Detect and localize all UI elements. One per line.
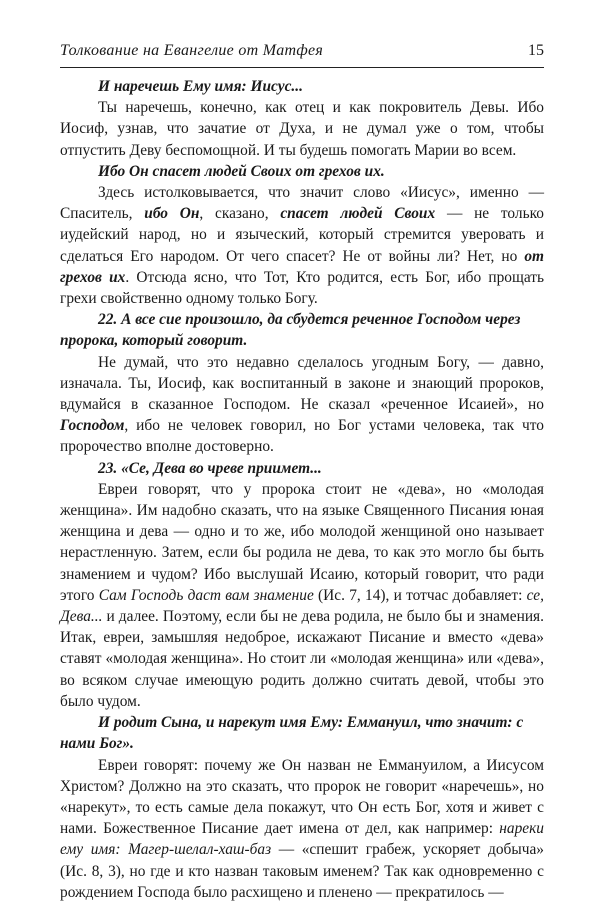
paragraph-3: Не думай, что это недавно сделалось угодным Богу, — давно, изначала. Ты, Иосиф, как воспитанный в законе и знающий пророков, вдумайся в сказанное Господом. Не сказал «реченное Исаией», но Господом, ибо не человек говорил, но Бог устами человека, так что пророчество вполне достоверно. bbox=[60, 353, 544, 456]
page-number: 15 bbox=[528, 42, 544, 59]
emphasis: Господом bbox=[60, 417, 125, 435]
quotation: Сам Господь даст вам знамение bbox=[98, 586, 314, 604]
paragraph-4: Евреи говорят, что у пророка стоит не «дева», но «молодая женщина». Им надобно сказать, что на языке Священного Писания юная женщина и дева — одно и то же, ибо молодой женщиной оно называет нерастленную. Затем, если бы родила не дева, то как это могло бы быть знамением и чудом? Ибо выслушай Исаию, который говорит, что ради этого Сам Господь даст вам знамение (Ис. 7, 14), и тотчас добавляет: се, Дева... и далее. Поэтому, если бы не дева родила, не было бы и знамения. Итак, евреи, замышляя недоброе, искажают Писание и вместо «дева» ставят «молодая женщина». Но стоит ли «молодая женщина» или «дева», во всяком случае имеющую родить должно считать девой, чтобы это было чудом. bbox=[60, 480, 544, 710]
verse-heading-1: И наречешь Ему имя: Иисус... bbox=[98, 78, 303, 95]
page-body bbox=[60, 76, 544, 903]
emphasis: ибо Он bbox=[144, 205, 200, 223]
verse-heading-2: Ибо Он спасет людей Своих от грехов их. bbox=[98, 162, 385, 180]
running-title: Толкование на Евангелие от Матфея bbox=[60, 42, 324, 59]
paragraph-5: Евреи говорят: почему же Он назван не Еммануилом, а Иисусом Христом? Должно на это сказать, что пророк не говорит «наречешь», но «нарекут», то есть самые дела покажут, что Он есть Бог, хотя и живет с нами. Божественное Писание дает имена от дел, как например: нареки ему имя: Магер-шелал-хаш-баз — «спешит грабеж, ускоряет добыча» (Ис. 8, 3), но где и кто назван таковым именем? Так как одновременно с рождением Господа было расхищено и пленено — прекратилось — bbox=[60, 756, 544, 901]
quotation: се, Дева... bbox=[60, 586, 544, 626]
quotation: нареки ему имя: Магер-шелал-хаш-баз bbox=[60, 820, 544, 859]
paragraph-1: Ты наречешь, конечно, как отец и как покровитель Девы. Ибо Иосиф, узнав, что зачатие от Духа, и не думал уже о том, чтобы отпустить Деву беспомощной. И ты будешь помогать Марии во всем. bbox=[60, 99, 544, 159]
verse-heading-4: 23. «Се, Дева во чреве приимет... bbox=[98, 459, 322, 477]
verse-heading-3: 22. А все сие произошло, да сбудется реченное Господом через пророка, который говорит. bbox=[60, 311, 521, 350]
running-header bbox=[60, 40, 544, 64]
emphasis: спасет людей Своих bbox=[280, 205, 436, 223]
verse-heading-5: И родит Сына, и нарекут имя Ему: Еммануил, что значит: с нами Бог». bbox=[60, 714, 524, 753]
paragraph-2: Здесь истолковывается, что значит слово «Иисус», именно — Спаситель, ибо Он, сказано, спасет людей Своих — не только иудейский народ, но и языческий, который стремится уверовать и сделаться Его народом. От чего спасет? Не от войны ли? Нет, но от грехов их. Отсюда ясно, что Тот, Кто родится, есть Бог, ибо прощать грехи свойственно одному только Богу. bbox=[60, 184, 545, 308]
emphasis: от грехов их bbox=[60, 247, 544, 286]
header-divider bbox=[60, 67, 544, 68]
